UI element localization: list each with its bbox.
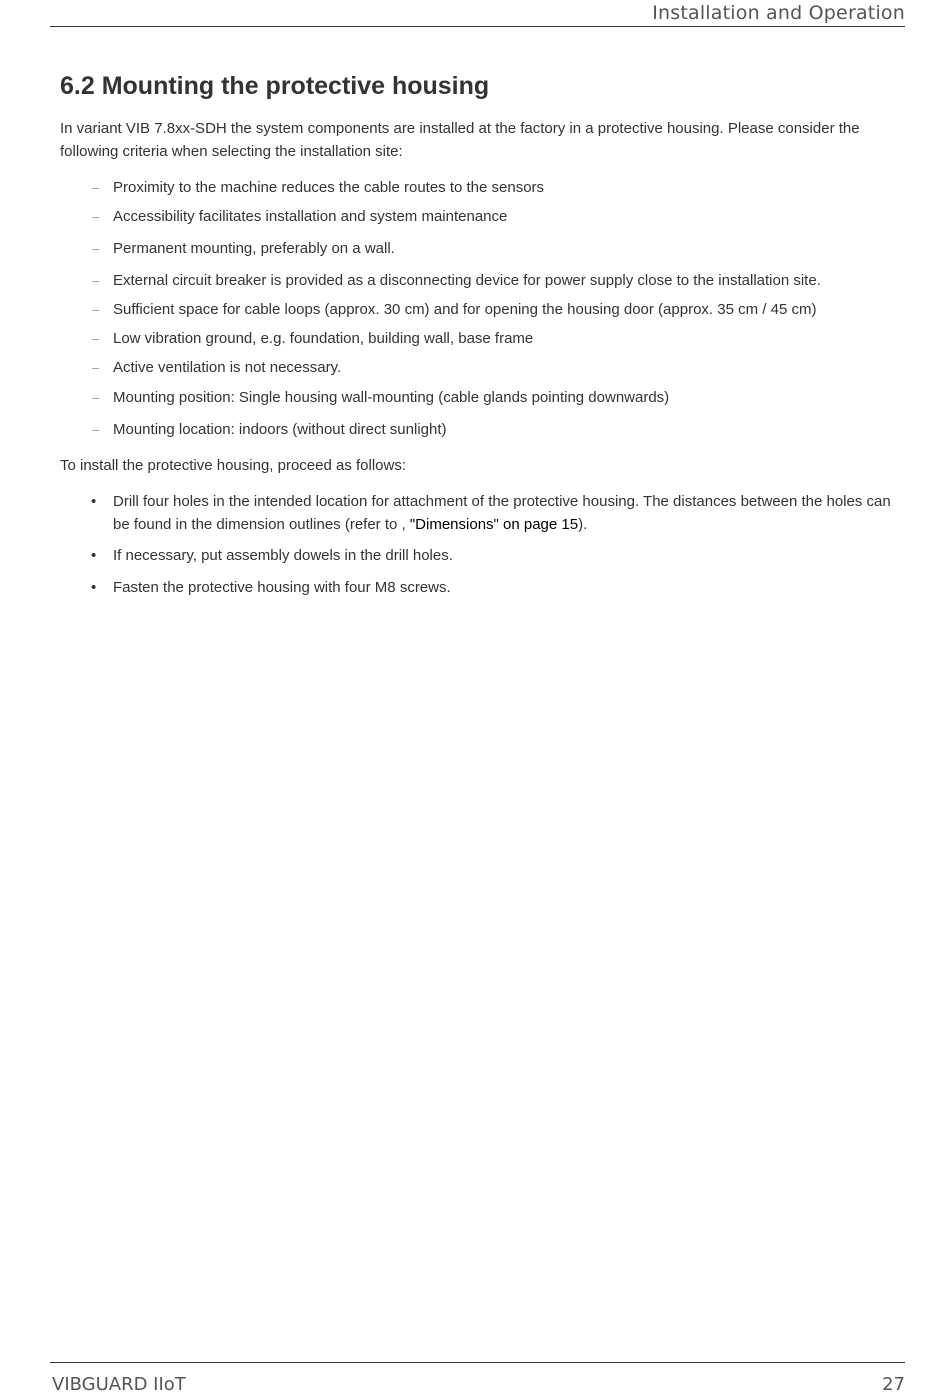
criteria-text: Low vibration ground, e.g. foundation, building wall, base frame [113, 330, 534, 347]
running-header-title: Installation and Operation [652, 2, 905, 24]
step-text: Fasten the protective housing with four M8 screws. [113, 579, 451, 596]
dash-marker: – [92, 273, 100, 288]
criteria-item [60, 176, 905, 199]
footer-page-number: 27 [882, 1374, 905, 1395]
criteria-item [60, 269, 905, 292]
step-text [113, 490, 905, 536]
criteria-text: Accessibility facilitates installation and system maintenance [113, 208, 508, 225]
step-text-before-link: Drill four holes in the intended location for attachment of the protective housing. The distances between the holes can be found in the dimension outlines (refer to , [113, 493, 891, 533]
bullet-marker: • [91, 493, 97, 510]
dash-marker: – [92, 180, 100, 195]
criteria-text: Proximity to the machine reduces the cable routes to the sensors [113, 179, 545, 196]
bullet-marker: • [91, 547, 97, 564]
dimensions-page-link[interactable]: "Dimensions" on page 15 [409, 516, 579, 533]
criteria-text: Permanent mounting, preferably on a wall. [113, 240, 395, 257]
dash-marker: – [92, 302, 100, 317]
criteria-text: Sufficient space for cable loops (approx. 30 cm) and for opening the housing door (approx. 35 cm / 45 cm) [113, 301, 817, 318]
criteria-item [60, 298, 905, 321]
steps-intro-paragraph: To install the protective housing, proceed as follows: [60, 457, 407, 474]
dash-marker: – [92, 209, 100, 224]
criteria-item [60, 356, 905, 379]
bullet-marker: • [91, 579, 97, 596]
dash-marker: – [92, 360, 100, 375]
criteria-item [60, 418, 905, 441]
header-rule [50, 26, 905, 27]
step-item [60, 576, 905, 599]
dash-marker: – [92, 422, 100, 437]
step-item [60, 490, 905, 536]
dash-marker: – [92, 331, 100, 346]
footer-product-name: VIBGUARD IIoT [52, 1374, 186, 1395]
intro-paragraph: In variant VIB 7.8xx-SDH the system components are installed at the factory in a protective housing. Please consider the following criteria when selecting the installation site: [60, 120, 860, 160]
dash-marker: – [92, 241, 100, 256]
step-text-after-link: ). [578, 516, 588, 533]
section-heading: 6.2 Mounting the protective housing [60, 72, 490, 100]
step-text: If necessary, put assembly dowels in the drill holes. [113, 547, 453, 564]
step-item [60, 544, 905, 567]
criteria-text: Active ventilation is not necessary. [113, 359, 342, 376]
criteria-item [60, 327, 905, 350]
dash-marker: – [92, 390, 100, 405]
criteria-text: External circuit breaker is provided as a disconnecting device for power supply close to the installation site. [113, 272, 821, 289]
criteria-item [60, 205, 905, 228]
criteria-text: Mounting position: Single housing wall-mounting (cable glands pointing downwards) [113, 389, 670, 406]
footer-rule [50, 1362, 905, 1363]
criteria-item [60, 386, 905, 409]
criteria-text: Mounting location: indoors (without direct sunlight) [113, 421, 447, 438]
criteria-item [60, 237, 905, 260]
